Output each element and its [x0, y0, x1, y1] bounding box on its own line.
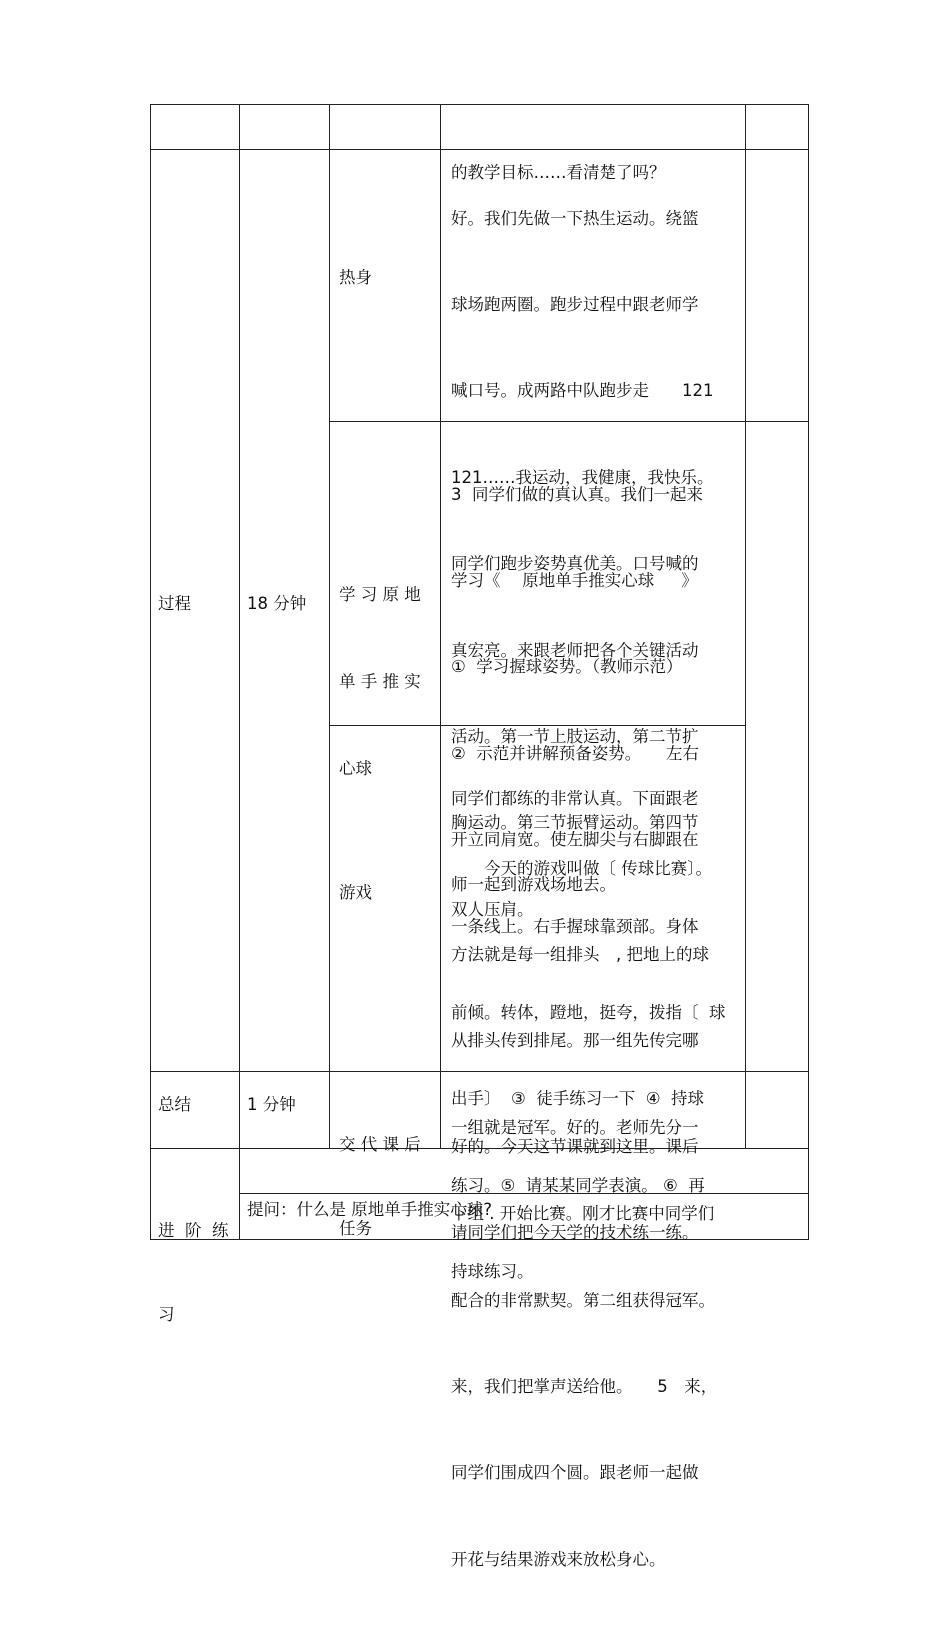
text-line: 好。我们先做一下热生运动。绕篮 — [451, 208, 699, 228]
process-stage: 过程 — [158, 594, 191, 613]
text-line: 球场跑两圈。跑步过程中跟老师学 — [451, 294, 699, 314]
warmup-activity: 热身 — [339, 268, 372, 287]
game-activity: 游戏 — [339, 883, 372, 902]
text-line: 交 代 课 后 — [339, 1135, 421, 1154]
text-line: 单 手 推 实 — [339, 672, 421, 691]
learn-activity — [339, 522, 421, 841]
summary-time: 1 分钟 — [247, 1095, 296, 1114]
summary-stage: 总结 — [158, 1095, 191, 1114]
text-line: 出手〕 ③ 徒手练习一下 ④ 持球 — [451, 1089, 705, 1109]
text-line: 习 — [158, 1305, 175, 1324]
text-line: 学 习 原 地 — [339, 585, 421, 604]
vline-time — [329, 104, 330, 1149]
text-line: 学习《 原地单手推实心球 》 — [451, 570, 698, 590]
text-line: 好的。今天这节课就到这里。课后 — [451, 1136, 699, 1156]
text-line: 一组就是冠军。好的。老师先分一 — [451, 1117, 699, 1137]
text-line: 同学们围成四个圆。跟老师一起做 — [451, 1463, 699, 1483]
text-line: 进 阶 练 — [158, 1221, 229, 1240]
text-line: 配合的非常默契。第二组获得冠军。 — [451, 1290, 715, 1310]
text-line: 一条线上。右手握球靠颈部。身体 — [451, 916, 699, 936]
summary-content — [451, 1075, 699, 1305]
text-line: ② 示范并讲解预备姿势。 左右 — [451, 743, 700, 763]
vline-stage — [239, 104, 240, 1240]
text-line: 的教学目标……看清楚了吗？ — [451, 162, 666, 182]
text-line: 任务 — [339, 1219, 372, 1238]
text-line: 今天的游戏叫做〔 传球比赛〕。 — [451, 858, 712, 878]
text-line: 胸运动。第三节振臂运动。第四节 — [451, 813, 699, 833]
text-line: 同学们跑步姿势真优美。口号喊的 — [451, 554, 699, 574]
summary-activity — [339, 1075, 421, 1299]
text-line: 双人压肩。 — [451, 899, 534, 919]
vline-right — [808, 104, 809, 1240]
text-line: 真宏亮。来跟老师把各个关键活动 — [451, 640, 699, 660]
text-line: 活动。第一节上肢运动，第二节扩 — [451, 726, 699, 746]
text-line: 从排头传到排尾。那一组先传完哪 — [451, 1031, 699, 1051]
text-line: 请同学们把今天学的技术练一练。 — [451, 1222, 699, 1242]
advanced-label — [158, 1161, 228, 1385]
text-line: 同学们都练的非常认真。下面跟老 — [451, 788, 699, 808]
vline-content — [745, 104, 746, 1149]
text-line: 121……我运动，我健康，我快乐。 — [451, 467, 714, 487]
text-line: 来，我们把掌声送给他。 5 来， — [451, 1376, 718, 1396]
vline-left — [150, 104, 151, 1240]
text-line: 心球 — [339, 759, 372, 778]
advanced-question: 提问：什么是 原地单手推实心球? — [247, 1200, 493, 1219]
text-line: 前倾。转体，蹬地，挺夸，拨指〔 球 — [451, 1002, 726, 1022]
text-line: 练习。⑤ 请某某同学表演。 ⑥ 再 — [451, 1175, 705, 1195]
text-line: 师一起到游戏场地去。 — [451, 874, 616, 894]
process-time: 18 分钟 — [247, 594, 307, 613]
vline-activity — [440, 104, 441, 1149]
text-line: 开立同肩宽。使左脚尖与右脚跟在 — [451, 830, 699, 850]
text-line: 持球练习。 — [451, 1262, 534, 1282]
text-line: 喊口号。成两路中队跑步走 121 — [451, 381, 714, 401]
text-line: 开花与结果游戏来放松身心。 — [451, 1549, 666, 1569]
text-line: ① 学习握球姿势。（教师示范） — [451, 657, 683, 677]
text-line: 方法就是每一组排头 , 把地上的球 — [451, 944, 709, 964]
text-line: 3 同学们做的真认真。我们一起来 — [451, 484, 703, 504]
text-line: 下组 . 开始比赛。刚才比赛中同学们 — [451, 1204, 715, 1224]
